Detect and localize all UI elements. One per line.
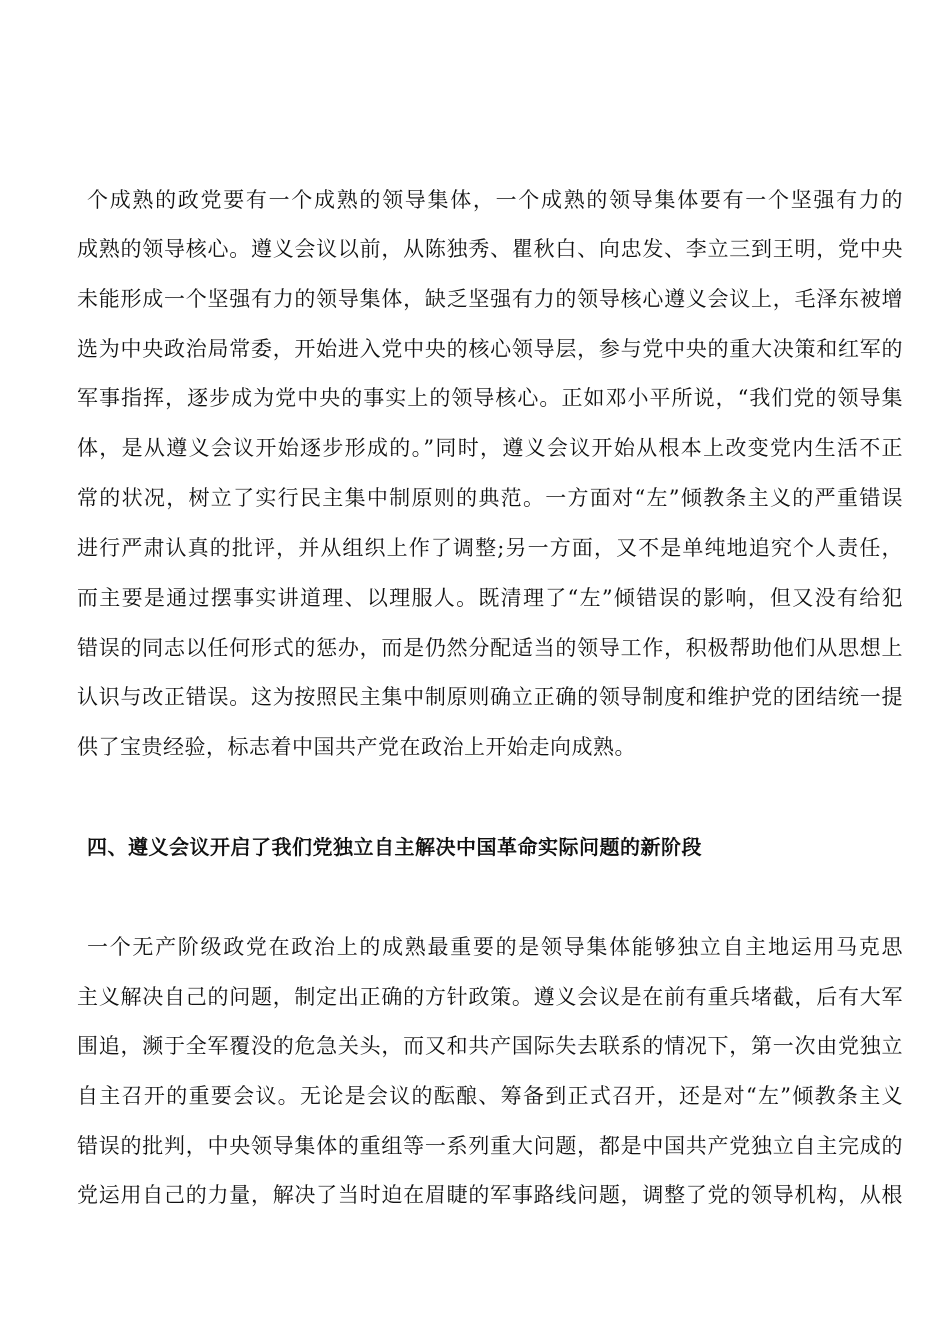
paragraph-line: 一个无产阶级政党在政治上的成熟最重要的是领导集体能够独立自主地运用马克思	[87, 935, 903, 959]
paragraph-line: 体，是从遵义会议开始逐步形成的。”同时，遵义会议开始从根本上改变党内生活不正	[77, 436, 903, 460]
paragraph-line: 自主召开的重要会议。无论是会议的酝酿、筹备到正式召开，还是对“左”倾教条主义	[77, 1084, 903, 1108]
paragraph-line: 党运用自己的力量，解决了当时迫在眉睫的军事路线问题，调整了党的领导机构，从根	[77, 1183, 903, 1207]
paragraph-line: 成熟的领导核心。遵义会议以前，从陈独秀、瞿秋白、向忠发、李立三到王明，党中央	[77, 237, 903, 261]
paragraph-line: 错误的批判，中央领导集体的重组等一系列重大问题，都是中国共产党独立自主完成的	[77, 1134, 903, 1158]
paragraph-line: 个成熟的政党要有一个成熟的领导集体，一个成熟的领导集体要有一个坚强有力的	[87, 188, 903, 212]
paragraph-line: 常的状况，树立了实行民主集中制原则的典范。一方面对“左”倾教条主义的严重错误	[77, 486, 903, 510]
paragraph-line: 供了宝贵经验，标志着中国共产党在政治上开始走向成熟。	[77, 735, 636, 759]
paragraph-line: 进行严肃认真的批评，并从组织上作了调整;另一方面，又不是单纯地追究个人责任，	[77, 536, 903, 560]
paragraph-line: 选为中央政治局常委，开始进入党中央的核心领导层，参与党中央的重大决策和红军的	[77, 337, 903, 361]
paragraph-line: 未能形成一个坚强有力的领导集体，缺乏坚强有力的领导核心遵义会议上，毛泽东被增	[77, 287, 903, 311]
paragraph-line: 错误的同志以任何形式的惩办，而是仍然分配适当的领导工作，积极帮助他们从思想上	[77, 636, 903, 660]
paragraph-line: 认识与改正错误。这为按照民主集中制原则确立正确的领导制度和维护党的团结统一提	[77, 685, 903, 709]
section-heading: 四、遵义会议开启了我们党独立自主解决中国革命实际问题的新阶段	[87, 835, 702, 859]
paragraph-line: 而主要是通过摆事实讲道理、以理服人。既清理了“左”倾错误的影响，但又没有给犯	[77, 586, 903, 610]
paragraph-line: 围追，濒于全军覆没的危急关头，而又和共产国际失去联系的情况下，第一次由党独立	[77, 1034, 903, 1058]
paragraph-line: 主义解决自己的问题，制定出正确的方针政策。遵义会议是在前有重兵堵截，后有大军	[77, 985, 903, 1009]
paragraph-line: 军事指挥，逐步成为党中央的事实上的领导核心。正如邓小平所说，“我们党的领导集	[77, 386, 903, 410]
